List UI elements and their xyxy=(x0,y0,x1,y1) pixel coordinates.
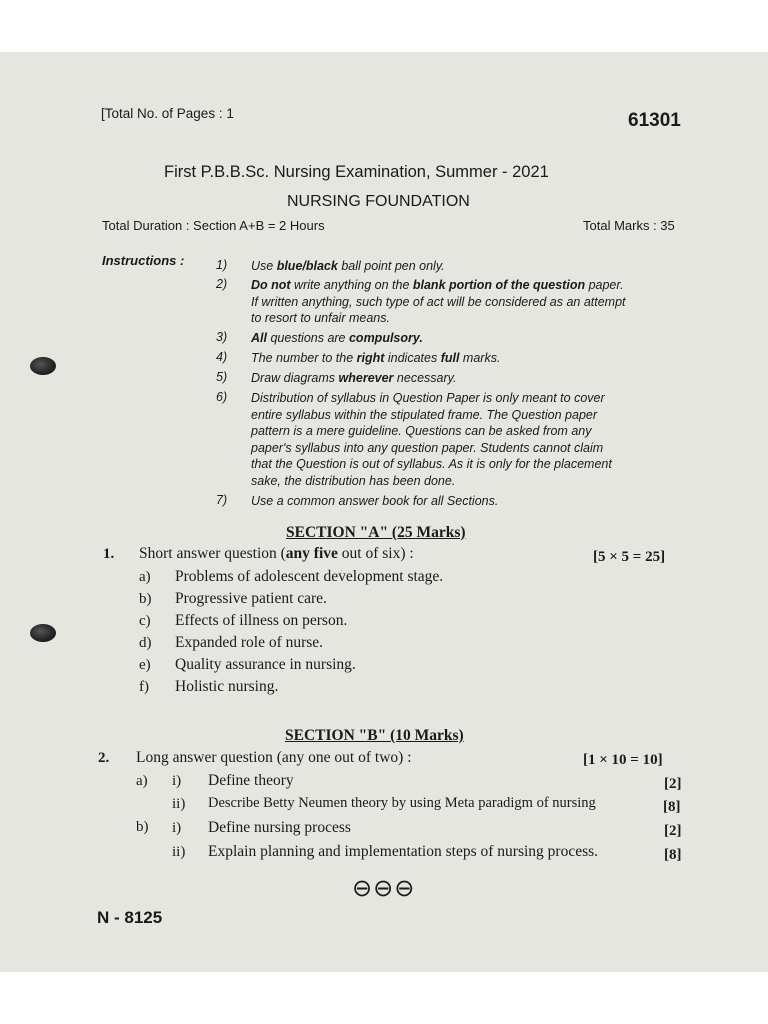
section-b-item-text: Describe Betty Neumen theory by using Meta paradigm of nursing xyxy=(208,795,596,811)
section-b-item-roman: ii) xyxy=(172,796,186,812)
instruction-text: Draw diagrams wherever necessary. xyxy=(251,371,457,385)
punch-hole-top xyxy=(30,357,56,375)
punch-hole-bottom xyxy=(30,624,56,642)
instruction-text: Do not write anything on the blank portion of the question paper. xyxy=(251,278,624,292)
instruction-number: 5) xyxy=(216,370,228,384)
section-b-item-text: Explain planning and implementation steps of nursing process. xyxy=(208,843,599,860)
section-a-item-letter: e) xyxy=(139,657,151,673)
section-a-item-letter: b) xyxy=(139,591,152,607)
end-symbols: ⊖⊖⊖ xyxy=(352,874,416,902)
exam-title: First P.B.B.Sc. Nursing Examination, Summer - 2021 xyxy=(164,163,549,181)
total-marks: Total Marks : 35 xyxy=(583,218,675,233)
question-1-number: 1. xyxy=(103,546,115,562)
instruction-text: that the Question is out of syllabus. As it is only for the placement xyxy=(251,457,612,471)
question-1-text: Short answer question (any five out of six) : xyxy=(139,545,414,562)
section-b-item-roman: i) xyxy=(172,820,182,836)
subject-title: NURSING FOUNDATION xyxy=(287,193,470,210)
section-b-item-marks: [2] xyxy=(664,776,682,792)
instruction-number: 6) xyxy=(216,390,228,404)
total-pages: [Total No. of Pages : 1 xyxy=(101,106,234,121)
section-a-item-letter: f) xyxy=(139,679,149,695)
question-2b-letter: b) xyxy=(136,819,149,835)
instruction-text: Use blue/black ball point pen only. xyxy=(251,259,445,273)
instruction-number: 3) xyxy=(216,330,228,344)
instruction-text: Use a common answer book for all Sections. xyxy=(251,494,499,508)
instruction-text: entire syllabus within the stipulated frame. The Question paper xyxy=(251,407,598,422)
instruction-text: Distribution of syllabus in Question Paper is only meant to cover xyxy=(251,391,605,405)
section-b-item-marks: [2] xyxy=(664,823,682,839)
section-a-item-text: Effects of illness on person. xyxy=(175,612,348,629)
section-b-item-marks: [8] xyxy=(664,847,682,863)
instruction-text: to resort to unfair means. xyxy=(251,311,390,325)
instruction-text: paper's syllabus into any question paper. Students cannot claim xyxy=(251,440,604,455)
section-b-item-text: Define nursing process xyxy=(208,819,351,836)
footer-code: N - 8125 xyxy=(97,908,163,927)
instruction-number: 7) xyxy=(216,493,228,507)
section-a-item-text: Holistic nursing. xyxy=(175,678,279,695)
section-a-item-letter: a) xyxy=(139,569,151,585)
instruction-text: All questions are compulsory. xyxy=(251,331,423,345)
section-b-item-roman: ii) xyxy=(172,844,186,860)
instruction-text: If written anything, such type of act will be considered as an attempt xyxy=(251,294,626,309)
question-2-marks: [1 × 10 = 10] xyxy=(583,752,663,768)
section-a-heading: SECTION "A" (25 Marks) xyxy=(286,524,466,541)
instruction-text: pattern is a mere guideline. Questions can be asked from any xyxy=(251,424,592,438)
question-2a-letter: a) xyxy=(136,773,148,789)
total-duration: Total Duration : Section A+B = 2 Hours xyxy=(102,218,325,233)
section-a-item-letter: c) xyxy=(139,613,151,629)
section-b-item-roman: i) xyxy=(172,773,182,789)
question-2-text: Long answer question (any one out of two) : xyxy=(136,749,412,766)
section-a-item-text: Progressive patient care. xyxy=(175,590,327,607)
exam-paper xyxy=(0,52,768,972)
question-1-marks: [5 × 5 = 25] xyxy=(593,549,666,565)
paper-code: 61301 xyxy=(628,110,681,131)
instruction-number: 1) xyxy=(216,258,228,272)
section-a-item-text: Quality assurance in nursing. xyxy=(175,656,356,673)
section-b-item-text: Define theory xyxy=(208,772,294,789)
instruction-text: sake, the distribution has been done. xyxy=(251,473,456,488)
section-b-heading: SECTION "B" (10 Marks) xyxy=(285,727,464,744)
instruction-number: 2) xyxy=(216,277,228,291)
instruction-text: The number to the right indicates full marks. xyxy=(251,351,501,365)
instructions-label: Instructions : xyxy=(102,253,185,268)
section-a-item-letter: d) xyxy=(139,635,152,651)
instruction-number: 4) xyxy=(216,350,228,364)
section-a-item-text: Problems of adolescent development stage. xyxy=(175,568,444,585)
question-2-number: 2. xyxy=(98,750,110,766)
section-a-item-text: Expanded role of nurse. xyxy=(175,634,324,651)
section-b-item-marks: [8] xyxy=(663,799,681,815)
